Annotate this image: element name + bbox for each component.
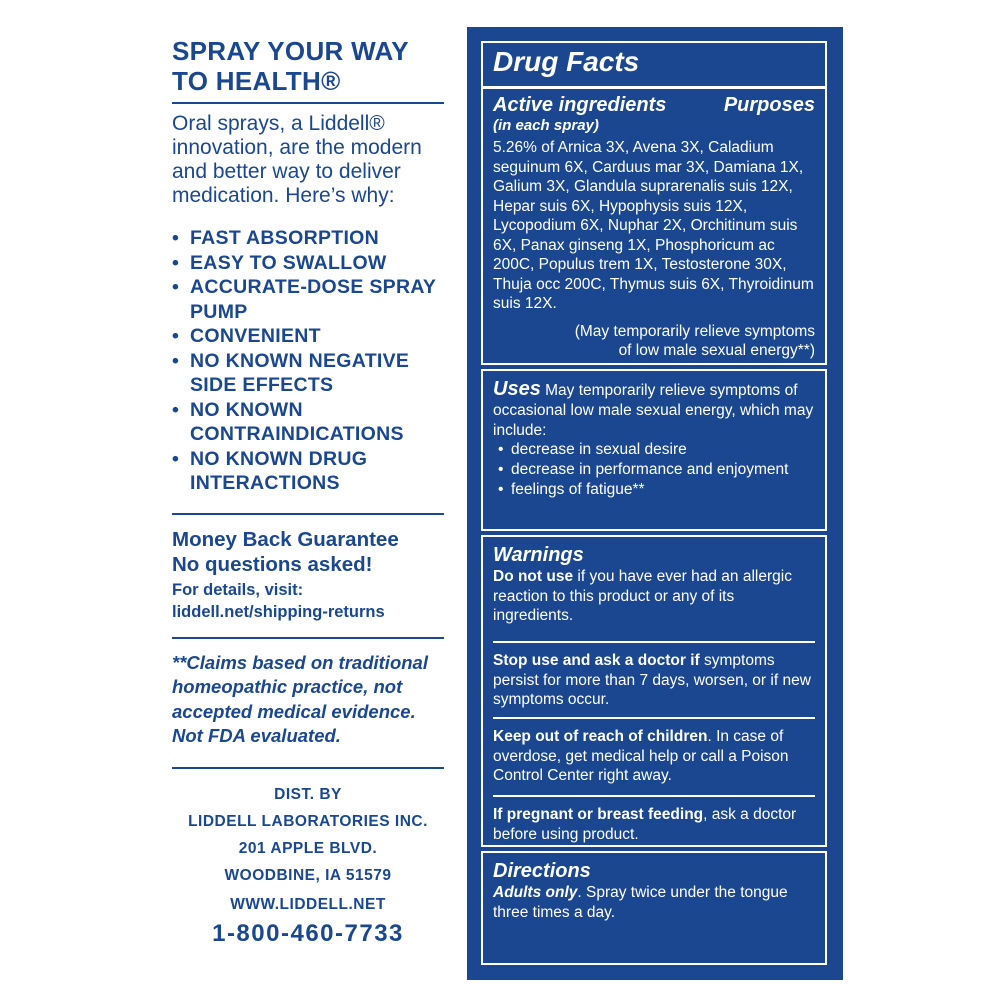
uses-description: May temporarily relieve symptoms of occasional low male sexual energy, which may include: (493, 382, 814, 439)
feature-item: • NO KNOWN DRUG INTERACTIONS (172, 447, 444, 496)
guarantee-subtitle: No questions asked! (172, 552, 373, 576)
pregnant-text (493, 805, 815, 844)
ingredients-list: 5.26% of Arnica 3X, Avena 3X, Caladium seguinum 6X, Carduus mar 3X, Damiana 1X, Galium 3X, Glandula suprarenalis suis 12X, Hepar suis 6X, Hypophysis suis 12X, Lycopodium 6X, Nuphar 2X, Orchitinum suis 6X, Panax ginseng 1X, Phosphoricum ac 200C, Populus trem 1X, Testosterone 30X, Thuja occ 200C, Thymus suis 6X, Thyroidinum suis 12X. (493, 139, 814, 312)
distributor-block (172, 781, 444, 950)
pregnant-body: , ask a doctor before using product. (493, 806, 797, 843)
divider (172, 102, 444, 104)
address-city: WOODBINE, IA 51579 (224, 866, 392, 884)
uses-box (481, 369, 827, 531)
feature-item: • ACCURATE-DOSE SPRAY PUMP (172, 275, 444, 324)
feature-item: • NO KNOWN CONTRAINDICATIONS (172, 398, 444, 447)
headline (172, 36, 444, 96)
directions-box (481, 851, 827, 965)
claims-disclaimer: **Claims based on traditional homeopathic practice, not accepted medical evidence. Not FDA evaluated. (172, 651, 428, 746)
feature-list (172, 226, 444, 496)
feature-item: • CONVENIENT (172, 324, 444, 349)
warnings-box (481, 535, 827, 847)
stop-use-body: symptoms persist for more than 7 days, worsen, or if new symptoms occur. (493, 652, 811, 708)
purpose-note-line-1: (May temporarily relieve symptoms (574, 322, 815, 340)
company-name: LIDDELL LABORATORIES INC. (188, 812, 428, 830)
active-header-row (493, 93, 815, 117)
active-ingredients-heading: Active ingredients (493, 94, 667, 116)
guarantee-block (172, 527, 444, 623)
drug-facts-title: Drug Facts (493, 46, 640, 77)
feature-item: • NO KNOWN NEGATIVE SIDE EFFECTS (172, 349, 444, 398)
warnings-heading: Warnings (493, 544, 584, 566)
uses-text (493, 377, 815, 440)
pregnant-label: If pregnant or breast feeding (493, 806, 704, 823)
details-label: For details, visit: (172, 580, 304, 599)
directions-text (493, 883, 815, 922)
divider (172, 637, 444, 639)
warnings-divider (493, 717, 815, 719)
intro-text: Oral sprays, a Liddell® innovation, are the modern and better way to deliver medication. Here’s why: (172, 112, 422, 207)
feature-item: • FAST ABSORPTION (172, 226, 444, 251)
purpose-note (493, 322, 815, 361)
warnings-divider (493, 795, 815, 797)
stop-use-label: Stop use and ask a doctor if (493, 652, 700, 669)
address-street: 201 APPLE BLVD. (238, 839, 378, 857)
adults-only-label: Adults only (493, 884, 578, 901)
feature-item: • EASY TO SWALLOW (172, 251, 444, 276)
do-not-use-label: Do not use (493, 568, 574, 585)
uses-item: • decrease in sexual desire (493, 440, 815, 460)
uses-item: • feelings of fatigue** (493, 480, 815, 500)
each-spray-note: (in each spray) (493, 117, 599, 134)
title-rule (483, 86, 825, 89)
website[interactable]: WWW.LIDDELL.NET (230, 895, 386, 913)
purposes-heading: Purposes (723, 94, 815, 116)
headline-line-2: TO HEALTH® (172, 66, 341, 96)
purpose-note-line-2: of low male sexual energy**) (618, 342, 815, 359)
stop-use-text (493, 651, 815, 710)
do-not-use-text (493, 567, 815, 626)
details-link[interactable]: liddell.net/shipping-returns (172, 602, 385, 621)
uses-list (493, 440, 815, 500)
phone-number[interactable]: 1-800-460-7733 (212, 919, 404, 947)
keep-out-text (493, 727, 815, 786)
guarantee-title: Money Back Guarantee (172, 527, 399, 551)
headline-line-1: SPRAY YOUR WAY (172, 36, 409, 66)
divider (172, 513, 444, 515)
divider (172, 767, 444, 769)
warnings-divider (493, 641, 815, 643)
active-ingredients-box (481, 41, 827, 365)
marketing-column (172, 36, 444, 950)
directions-body: . Spray twice under the tongue three times a day. (493, 884, 788, 921)
dist-by: DIST. BY (274, 785, 342, 803)
directions-heading: Directions (493, 860, 591, 882)
keep-out-body: . In case of overdose, get medical help or call a Poison Control Center right away. (493, 728, 789, 784)
do-not-use-body: if you have ever had an allergic reaction to this product or any of its ingredients. (493, 568, 792, 624)
uses-item: • decrease in performance and enjoyment (493, 460, 815, 480)
uses-heading: Uses (493, 378, 541, 400)
drug-facts-panel (467, 27, 843, 980)
keep-out-label: Keep out of reach of children (493, 728, 708, 745)
